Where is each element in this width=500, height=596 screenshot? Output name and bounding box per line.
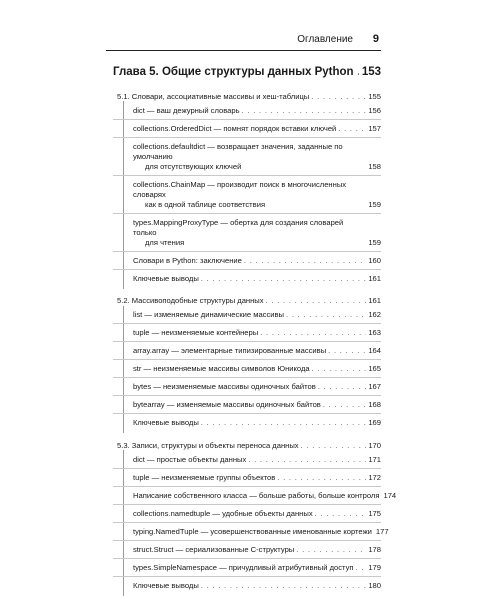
toc-section [113,433,381,596]
dot-leader [201,274,367,284]
dot-leader [338,124,366,134]
chapter-title: Глава 5. Общие структуры данных Python [113,66,354,78]
dot-leader [201,418,367,428]
entry-page-number: 163 [368,328,381,338]
dot-leader [242,106,367,116]
toc-entry[interactable] [113,251,381,269]
section-page-number: 155 [368,92,381,102]
entry-text: Написание собственного класса — больше работы, больше контроля [133,491,379,501]
toc-entry[interactable] [113,269,381,287]
header-rule [106,50,381,51]
entry-text: list — изменяемые динамические массивы [133,310,284,320]
dot-leader [277,473,366,483]
toc-entry[interactable] [113,359,381,377]
entry-text [133,218,364,248]
dot-leader [328,346,366,356]
toc-entry[interactable] [113,413,381,431]
entry-text: tuple — неизменяемые контейнеры [133,328,258,338]
toc-entry[interactable] [113,522,381,540]
dot-leader [301,441,367,451]
entry-page-number: 168 [368,400,381,410]
running-header-page-number: 9 [373,33,379,45]
entry-text: Ключевые выводы [133,581,199,591]
entry-text: dict — ваш дежурный словарь [133,106,240,116]
entry-text-line1: collections.defaultdict — возвращает значения, заданные по умолчанию [133,142,364,162]
toc-entry[interactable] [113,540,381,558]
entry-page-number: 161 [368,274,381,284]
dot-leader [248,455,366,465]
dot-leader [323,400,366,410]
entry-text: typing.NamedTuple — усовершенствованные именованные кортежи [133,527,372,537]
entry-page-number: 156 [368,106,381,116]
toc-entry[interactable] [113,576,381,594]
entry-text-line1: collections.ChainMap — производит поиск в многочисленных словарях [133,180,364,200]
running-header [106,32,381,52]
toc-entry[interactable] [113,137,381,175]
dot-leader [296,545,366,555]
entry-text-line2: для отсутствующих ключей [133,162,364,172]
entry-page-number: 172 [368,473,381,483]
entry-text: bytes — неизменяемые массивы одиночных байтов [133,382,316,392]
entry-page-number: 164 [368,346,381,356]
dot-leader [315,509,367,519]
entry-page-number: 167 [368,382,381,392]
toc-entry[interactable] [113,377,381,395]
entry-page-number: 175 [368,509,381,519]
dot-leader [244,256,366,266]
entry-text: array.array — элементарные типизированные массивы [133,346,326,356]
entry-page-number: 165 [368,364,381,374]
toc-entry[interactable] [113,451,381,468]
toc-entry[interactable] [113,468,381,486]
table-of-contents [113,84,381,596]
dot-leader [318,382,367,392]
chapter-page-number: 153 [362,66,381,78]
toc-section-heading[interactable] [113,289,381,307]
dot-leader [356,563,367,573]
section-label: 5.1. Словари, ассоциативные массивы и хеш-таблицы [117,92,309,102]
dot-leader [266,296,367,306]
entry-text-line1: types.MappingProxyType — обертка для создания словарей только [133,218,364,238]
entry-text-line2: как в одной таблице соответствия [133,200,364,210]
dot-leader [260,328,366,338]
entry-page-number: 169 [368,418,381,428]
entry-text: collections.namedtuple — удобные объекты данных [133,509,313,519]
entry-text: collections.OrderedDict — помнят порядок вставки ключей [133,124,336,134]
toc-entry[interactable] [113,504,381,522]
toc-entry[interactable] [113,341,381,359]
entry-text: bytearray — изменяемые массивы одиночных байтов [133,400,321,410]
toc-entry[interactable] [113,175,381,213]
entry-text [133,180,364,210]
dot-leader [286,310,366,320]
entry-page-number: 159 [368,200,381,210]
toc-entry[interactable] [113,323,381,341]
section-page-number: 170 [368,441,381,451]
entry-text: dict — простые объекты данных [133,455,246,465]
entry-page-number: 160 [368,256,381,266]
entry-page-number: 178 [368,545,381,555]
toc-section [113,289,381,434]
entry-page-number: 162 [368,310,381,320]
entry-text: types.SimpleNamespace — причудливый атрибутивный доступ [133,563,354,573]
entry-page-number: 159 [368,238,381,248]
toc-section [113,84,381,289]
toc-section-heading[interactable] [113,84,381,102]
entry-text-line2: для чтения [133,238,364,248]
section-page-number: 161 [368,296,381,306]
entry-text [133,142,364,172]
section-label: 5.2. Массивоподобные структуры данных [117,296,264,306]
entry-page-number: 180 [368,581,381,591]
toc-entry[interactable] [113,306,381,323]
toc-entry[interactable] [113,395,381,413]
entry-text: Ключевые выводы [133,274,199,284]
entry-text: Словари в Python: заключение [133,256,242,266]
toc-entry[interactable] [113,213,381,251]
dot-leader [311,92,366,102]
entry-page-number: 174 [383,491,396,501]
entry-page-number: 171 [368,455,381,465]
dot-leader [312,364,367,374]
chapter-heading [113,66,381,78]
entry-page-number: 158 [368,162,381,172]
entry-text: tuple — неизменяемые группы объектов [133,473,275,483]
toc-entry[interactable] [113,102,381,119]
entry-page-number: 177 [376,527,389,537]
dot-leader [201,581,367,591]
section-label: 5.3. Записи, структуры и объекты переноса данных [117,441,299,451]
toc-entry[interactable] [113,558,381,576]
entry-page-number: 179 [368,563,381,573]
toc-entry[interactable] [113,486,381,504]
toc-entry[interactable] [113,119,381,137]
entry-text: str — неизменяемые массивы символов Юникода [133,364,310,374]
entry-text: Ключевые выводы [133,418,199,428]
entry-page-number: 157 [368,124,381,134]
toc-section-heading[interactable] [113,433,381,451]
entry-text: struct.Struct — сериализованные С-структуры [133,545,294,555]
running-header-title: Оглавление [297,34,353,45]
